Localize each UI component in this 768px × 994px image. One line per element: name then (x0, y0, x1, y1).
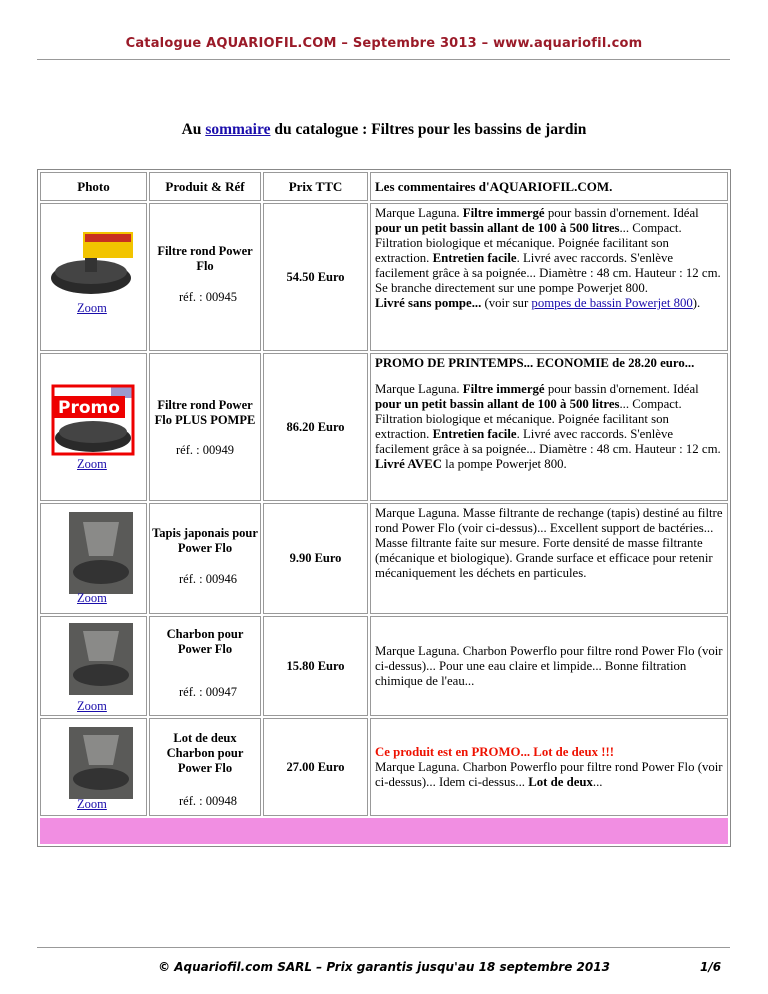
header-rule (37, 59, 730, 60)
product-name: Lot de deux Charbon pour Power Flo (166, 731, 244, 775)
page-title (0, 121, 768, 139)
product-comment: Marque Laguna. Charbon Powerflo pour filtre rond Power Flo (voir ci-dessus)... Pour une eau claire et limpide... Bonne filtration chimique de l'eau... (370, 616, 728, 716)
product-cell (149, 503, 261, 614)
powerjet-link[interactable]: pompes de bassin Powerjet 800 (531, 296, 693, 310)
col-comments: Les commentaires d'AQUARIOFIL.COM. (370, 172, 728, 201)
product-name: Filtre rond Power Flo (157, 244, 253, 273)
product-table (37, 169, 731, 847)
promo-badge: Promo (58, 398, 120, 418)
zoom-link[interactable]: Zoom (77, 457, 107, 471)
charcoal-icon (69, 623, 133, 695)
promo-photo-icon (51, 384, 137, 462)
page-header: Catalogue AQUARIOFIL.COM – Septembre 3013 – www.aquariofil.com (125, 36, 643, 51)
filter-mat-icon (69, 512, 133, 594)
filter-photo-icon (49, 228, 139, 310)
product-comment: Marque Laguna. Filtre immergé pour bassin d'ornement. Idéal pour un petit bassin allant de 100 à 500 litres... Compact. Filtration biologique et mécanique. Poignée facilitant son extraction. Entretien facile. Livré avec raccords. S'enlève facilement grâce à sa poignée... Diamètre : 48 cm. Hauteur : 12 cm. Se branche directement sur une pompe Powerjet 800. Livré sans pompe... (voir sur pompes de bassin Powerjet 800). (370, 203, 728, 351)
product-ref: réf. : 00945 (179, 290, 237, 304)
page-number: 1/6 (700, 960, 722, 974)
product-ref: réf. : 00946 (179, 572, 237, 586)
product-price: 27.00 Euro (263, 718, 368, 816)
product-comment: PROMO DE PRINTEMPS... ECONOMIE de 28.20 euro... Marque Laguna. Filtre immergé pour bassin d'ornement. Idéal pour un petit bassin allant de 100 à 500 litres... Compact. Filtration biologique et mécanique. Poignée facilitant son extraction. Entretien facile. Livré avec raccords. S'enlève facilement grâce à sa poignée... Diamètre : 48 cm. Hauteur : 12 cm. Livré AVEC la pompe Powerjet 800. (370, 353, 728, 501)
photo-cell (40, 203, 147, 351)
zoom-link[interactable]: Zoom (77, 797, 107, 811)
charcoal-pair-icon (69, 727, 133, 799)
product-name: Charbon pour Power Flo (166, 627, 244, 656)
footer-text: © Aquariofil.com SARL – Prix garantis jusqu'au 18 septembre 2013 (158, 960, 610, 974)
product-name: Tapis japonais pour Power Flo (152, 526, 258, 555)
product-price: 9.90 Euro (263, 503, 368, 614)
promo-red-text: Ce produit est en PROMO... Lot de deux !!! (375, 744, 614, 759)
zoom-link[interactable]: Zoom (77, 591, 107, 605)
product-ref: réf. : 00948 (179, 794, 237, 808)
product-cell (149, 203, 261, 351)
zoom-link[interactable]: Zoom (77, 699, 107, 713)
photo-cell (40, 503, 147, 614)
product-cell (149, 616, 261, 716)
product-price: 86.20 Euro (263, 353, 368, 501)
zoom-link[interactable]: Zoom (77, 301, 107, 315)
product-comment: Marque Laguna. Masse filtrante de rechange (tapis) destiné au filtre rond Power Flo (voir ci-dessus)... Excellent support de bactéries... Masse filtrante faite sur mesure. Forte densité de masse filtrante (mécanique et biologique). Grande surface et efficace pour retenir mécaniquement les déchets en particules. (370, 503, 728, 614)
product-cell (149, 718, 261, 816)
product-comment: Ce produit est en PROMO... Lot de deux !!! Marque Laguna. Charbon Powerflo pour filtre rond Power Flo (voir ci-dessus)... Idem ci-dessus... Lot de deux... (370, 718, 728, 816)
photo-cell (40, 616, 147, 716)
photo-cell (40, 718, 147, 816)
product-price: 15.80 Euro (263, 616, 368, 716)
title-prefix: Au (181, 121, 206, 138)
col-photo: Photo (40, 172, 147, 201)
product-cell (149, 353, 261, 501)
product-ref: réf. : 00947 (179, 685, 237, 699)
col-price: Prix TTC (263, 172, 368, 201)
product-price: 54.50 Euro (263, 203, 368, 351)
col-product: Produit & Réf (149, 172, 261, 201)
summary-link[interactable]: sommaire (205, 121, 271, 138)
title-suffix: du catalogue : Filtres pour les bassins de jardin (270, 121, 587, 138)
footer-rule (37, 947, 730, 948)
promo-text: PROMO DE PRINTEMPS... ECONOMIE de 28.20 euro... (375, 356, 695, 370)
product-ref: réf. : 00949 (176, 443, 234, 457)
photo-cell (40, 353, 147, 501)
table-footer-bar (40, 818, 728, 844)
product-name: Filtre rond Power Flo PLUS POMPE (154, 398, 256, 427)
